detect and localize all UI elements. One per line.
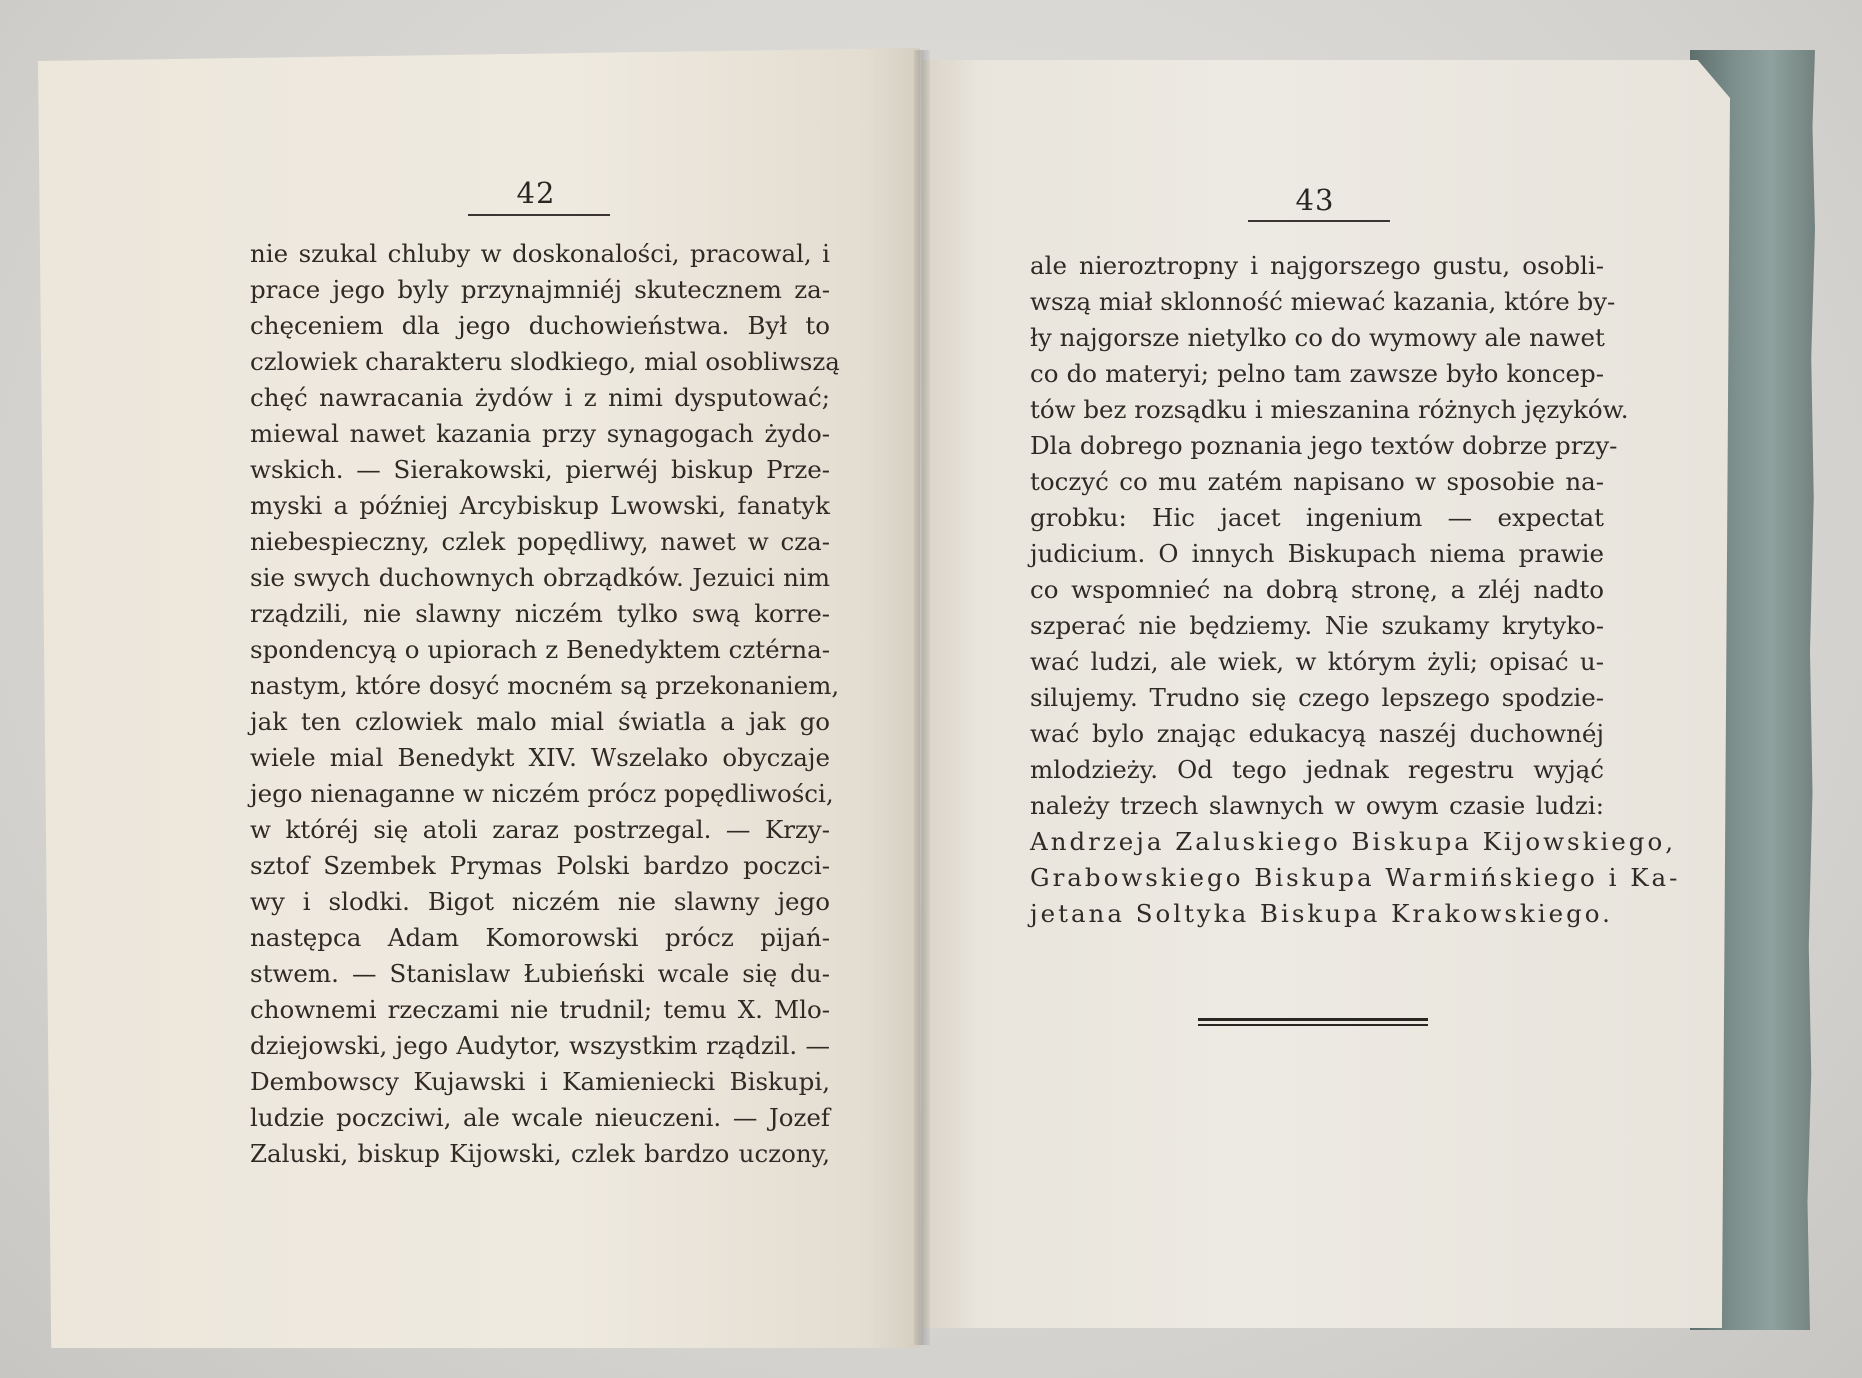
text-line: co do materyi; pelno tam zawsze było koncep- [1030, 359, 1604, 388]
text-line: wać bylo znając edukacyą naszéj duchownéj [1030, 719, 1604, 748]
text-line: prace jego byly przynajmniéj skutecznem za- [250, 275, 830, 304]
text-line: chęceniem dla jego duchowieństwa. Był to [250, 311, 830, 340]
text-line: Grabowskiego Biskupa Warmińskiego i Ka- [1030, 863, 1681, 892]
text-line: ludzie poczciwi, ale wcale nieuczeni. — Jozef [250, 1103, 830, 1132]
text-line: tów bez rozsądku i mieszanina różnych języków. [1030, 395, 1629, 424]
text-line: miewal nawet kazania przy synagogach żydo- [250, 419, 830, 448]
text-line: szperać nie będziemy. Nie szukamy krytyko- [1030, 611, 1604, 640]
text-line: jego nienaganne w niczém prócz popędliwości, [250, 779, 834, 808]
text-line: czlowiek charakteru slodkiego, mial osobliwszą [250, 347, 840, 376]
text-line: wać ludzi, ale wiek, w którym żyli; opisać u- [1030, 647, 1604, 676]
text-line: spondencyą o upiorach z Benedyktem cztérna- [250, 635, 830, 664]
text-line: co wspomnieć na dobrą stronę, a zléj nadto [1030, 575, 1604, 604]
text-line: grobku: Hic jacet ingenium — expectat [1030, 503, 1604, 532]
end-rule [1198, 1018, 1428, 1021]
text-line: myski a później Arcybiskup Lwowski, fanatyk [250, 491, 830, 520]
text-line: wiele mial Benedykt XIV. Wszelako obyczaje [250, 743, 830, 772]
left-page-number: 42 [516, 176, 556, 210]
end-rule-secondary [1198, 1024, 1428, 1026]
text-line: niebespieczny, czlek popędliwy, nawet w cza- [250, 527, 830, 556]
text-line: ły najgorsze nietylko co do wymowy ale nawet [1030, 323, 1605, 352]
left-page-text [250, 236, 840, 1172]
text-line: mlodzieży. Od tego jednak regestru wyjąć [1030, 755, 1604, 784]
right-page-number: 43 [1295, 183, 1335, 217]
text-line: silujemy. Trudno się czego lepszego spodzie- [1030, 683, 1604, 712]
text-line: Dembowscy Kujawski i Kamieniecki Biskupi, [250, 1067, 830, 1096]
text-line: ale nieroztropny i najgorszego gustu, osobli- [1030, 251, 1604, 280]
text-line: w któréj się atoli zaraz postrzegal. — Krzy- [250, 815, 830, 844]
text-line: stwem. — Stanislaw Łubieński wcale się du- [250, 959, 830, 988]
right-page-text [1030, 248, 1681, 932]
text-line: należy trzech slawnych w owym czasie ludzi: [1030, 791, 1604, 820]
left-page-number-rule [468, 214, 610, 216]
text-line: chownemi rzeczami nie trudnil; temu X. Mlo- [250, 995, 830, 1024]
text-line: sztof Szembek Prymas Polski bardzo poczci- [250, 851, 830, 880]
text-line: jetana Soltyka Biskupa Krakowskiego. [1030, 899, 1613, 928]
text-line: judicium. O innych Biskupach niema prawie [1030, 539, 1604, 568]
text-line: Zaluski, biskup Kijowski, czlek bardzo uczony, [250, 1139, 830, 1168]
book-gutter [914, 50, 930, 1345]
text-line: chęć nawracania żydów i z nimi dysputować; [250, 383, 830, 412]
text-line: wskich. — Sierakowski, pierwéj biskup Prze- [250, 455, 830, 484]
text-line: toczyć co mu zatém napisano w sposobie na- [1030, 467, 1604, 496]
text-line: jak ten czlowiek malo mial światla a jak go [250, 707, 830, 736]
text-line: sie swych duchownych obrządków. Jezuici nim [250, 563, 830, 592]
text-line: następca Adam Komorowski prócz pijań- [250, 923, 830, 952]
text-line: Dla dobrego poznania jego textów dobrze przy- [1030, 431, 1618, 460]
right-page-number-rule [1248, 220, 1390, 222]
text-line: nie szukal chluby w doskonalości, pracowal, i [250, 239, 830, 268]
text-line: nastym, które dosyć mocném są przekonaniem, [250, 671, 840, 700]
text-line: Andrzeja Zaluskiego Biskupa Kijowskiego, [1030, 827, 1677, 856]
text-line: rządzili, nie slawny niczém tylko swą korre- [250, 599, 830, 628]
text-line: wy i slodki. Bigot niczém nie slawny jego [250, 887, 830, 916]
text-line: dziejowski, jego Audytor, wszystkim rządzil. — [250, 1031, 830, 1060]
text-line: wszą miał sklonność miewać kazania, które by- [1030, 287, 1616, 316]
